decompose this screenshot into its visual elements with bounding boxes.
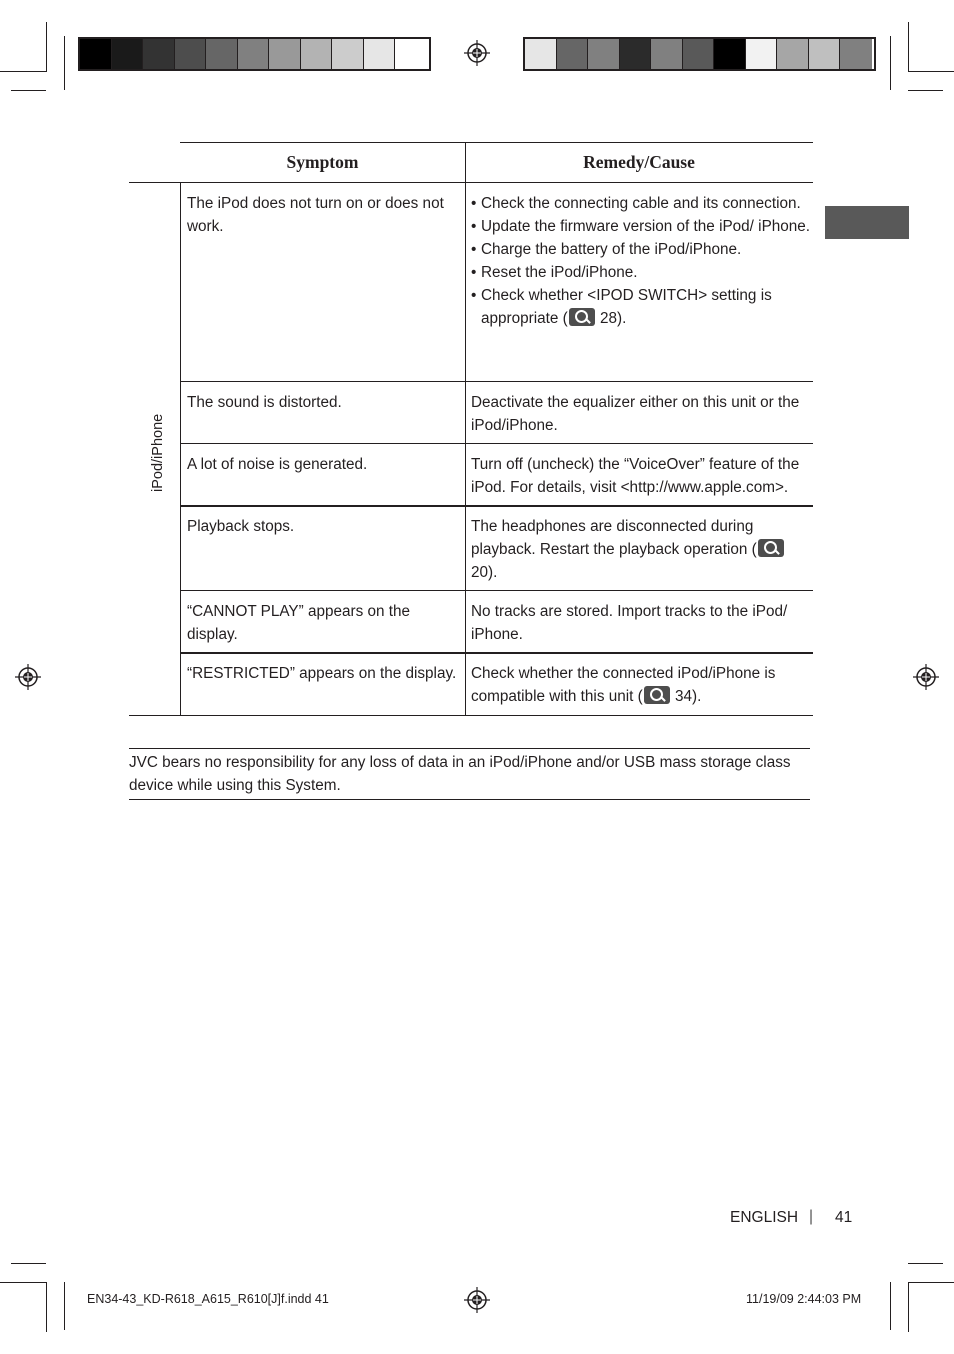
- table-row: [187, 515, 459, 538]
- symptom-text: The sound is distorted.: [187, 394, 342, 411]
- color-swatch: [809, 39, 841, 69]
- color-swatch: [557, 39, 589, 69]
- page-reference-icon: [644, 686, 670, 704]
- remedy-text: The headphones are disconnected during playback. Restart the playback operation (: [471, 518, 757, 558]
- registration-mark-icon: [15, 664, 41, 690]
- crop-mark: [64, 1282, 65, 1330]
- remedy-text: Charge the battery of the iPod/iPhone.: [481, 241, 742, 258]
- color-swatch: [683, 39, 715, 69]
- symptom-text: The iPod does not turn on or does not work.: [187, 195, 444, 235]
- color-swatch: [588, 39, 620, 69]
- list-item: [471, 284, 811, 330]
- table-rule: [129, 715, 813, 716]
- table-row: [471, 453, 811, 499]
- table-row: [471, 192, 811, 330]
- remedy-text: Update the firmware version of the iPod/ iPhone.: [481, 218, 811, 235]
- color-swatch: [777, 39, 809, 69]
- troubleshooting-table: [129, 142, 813, 716]
- color-swatch: [651, 39, 683, 69]
- color-swatch: [301, 39, 333, 69]
- page-reference: 20).: [471, 564, 498, 581]
- slug-timestamp: 11/19/09 2:44:03 PM: [746, 1292, 862, 1306]
- section-tab-marker: [825, 206, 909, 239]
- crop-mark: [890, 1282, 891, 1330]
- remedy-text: Check the connecting cable and its connection.: [481, 195, 801, 212]
- color-swatch: [238, 39, 270, 69]
- crop-mark: [908, 1282, 909, 1332]
- symptom-text: Playback stops.: [187, 518, 295, 535]
- crop-mark: [908, 1282, 954, 1283]
- symptom-text: “CANNOT PLAY” appears on the display.: [187, 603, 411, 643]
- crop-mark: [0, 1282, 46, 1283]
- category-label: iPod/iPhone: [150, 413, 166, 492]
- crop-mark: [908, 1263, 943, 1264]
- color-bar-right: [523, 37, 876, 71]
- crop-mark: [46, 1282, 47, 1332]
- crop-mark: [11, 1263, 46, 1264]
- symptom-text: “RESTRICTED” appears on the display.: [187, 665, 457, 682]
- color-swatch: [714, 39, 746, 69]
- color-swatch: [80, 39, 112, 69]
- registration-mark-icon: [464, 40, 490, 66]
- list-item: [471, 192, 811, 215]
- footer-language: ENGLISH: [730, 1209, 799, 1226]
- footer-separator: |: [809, 1208, 814, 1225]
- remedy-text: Turn off (uncheck) the “VoiceOver” feature of the iPod. For details, visit <http://www.apple.com>.: [471, 456, 800, 496]
- column-header-remedy: Remedy/Cause: [465, 142, 813, 183]
- column-header-symptom: Symptom: [180, 142, 465, 183]
- table-rule: [129, 182, 180, 183]
- table-row: [187, 600, 437, 646]
- registration-mark-icon: [464, 1287, 490, 1313]
- color-swatch: [269, 39, 301, 69]
- remedy-list: [471, 192, 811, 330]
- remedy-text: Deactivate the equalizer either on this unit or the iPod/iPhone.: [471, 394, 800, 434]
- color-swatch: [332, 39, 364, 69]
- table-rule: [180, 590, 813, 591]
- remedy-text: Check whether the connected iPod/iPhone is compatible with this unit (: [471, 665, 776, 705]
- table-row: [471, 600, 811, 646]
- table-rule: [180, 183, 181, 716]
- crop-mark: [64, 36, 65, 90]
- disclaimer-note: JVC bears no responsibility for any loss of data in an iPod/iPhone and/or USB mass storage class device while using this System.: [129, 748, 810, 800]
- table-rule: [180, 652, 813, 654]
- table-rule: [180, 505, 813, 507]
- crop-mark: [46, 22, 47, 72]
- color-swatch: [206, 39, 238, 69]
- color-swatch: [840, 39, 872, 69]
- color-swatch: [112, 39, 144, 69]
- color-swatch: [395, 39, 427, 69]
- crop-mark: [890, 36, 891, 90]
- color-swatch: [175, 39, 207, 69]
- remedy-text: Reset the iPod/iPhone.: [481, 264, 638, 281]
- table-row: [471, 515, 801, 584]
- page-reference-icon: [569, 308, 595, 326]
- page-reference: 28).: [599, 310, 627, 327]
- list-item: [471, 261, 811, 284]
- table-rule: [465, 142, 466, 716]
- color-swatch: [525, 39, 557, 69]
- registration-mark-icon: [913, 664, 939, 690]
- crop-mark: [11, 90, 46, 91]
- list-item: [471, 215, 811, 238]
- crop-mark: [0, 71, 46, 72]
- color-bar-left: [78, 37, 431, 71]
- crop-mark: [908, 90, 943, 91]
- page-reference: 34).: [675, 688, 702, 705]
- remedy-text: No tracks are stored. Import tracks to the iPod/ iPhone.: [471, 603, 788, 643]
- table-row: [187, 453, 459, 476]
- remedy-text: Check whether <IPOD SWITCH> setting is appropriate (: [481, 287, 772, 327]
- page-reference-icon: [758, 539, 784, 557]
- symptom-text: A lot of noise is generated.: [187, 456, 368, 473]
- color-swatch: [143, 39, 175, 69]
- page-number: 41: [835, 1209, 853, 1226]
- color-swatch: [620, 39, 652, 69]
- table-rule: [180, 381, 813, 382]
- table-row: [187, 391, 459, 414]
- table-row: [471, 662, 811, 708]
- table-row: [187, 192, 459, 238]
- list-item: [471, 238, 811, 261]
- color-swatch: [746, 39, 778, 69]
- crop-mark: [908, 71, 954, 72]
- table-row: [471, 391, 811, 437]
- crop-mark: [908, 22, 909, 72]
- table-row: [187, 662, 459, 685]
- color-swatch: [364, 39, 396, 69]
- slug-filename: EN34-43_KD-R618_A615_R610[J]f.indd 41: [87, 1292, 329, 1306]
- table-rule: [180, 443, 813, 444]
